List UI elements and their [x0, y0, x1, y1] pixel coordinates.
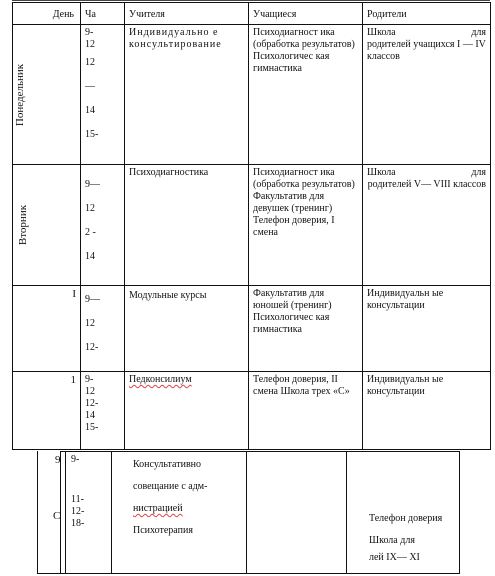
time-cell: [81, 165, 125, 286]
column-divider: [111, 452, 112, 573]
parents-text: родителей V— VIII классов: [367, 179, 486, 190]
time-slot: —: [85, 81, 95, 92]
day-cell: [13, 25, 81, 165]
time-slot: 15-: [85, 129, 99, 140]
time-slot: 12-: [85, 342, 99, 353]
teachers-cell: Психодиагностика: [125, 165, 249, 286]
time-slot: 9-: [71, 454, 80, 465]
day-label: Вторник: [17, 204, 30, 246]
time-slot: 14: [85, 410, 95, 421]
parents-cell: Индивидуальн ые консультации: [363, 372, 491, 450]
time-slot: 12: [85, 39, 95, 50]
students-cell: Факультатив для юношей (тренинг) Психологичес кая гимнастика: [249, 286, 363, 372]
teachers-text: Консультативно: [133, 459, 202, 470]
last-block-left-border: [37, 451, 38, 574]
table-row: [13, 25, 491, 165]
header-time: Ча: [81, 3, 125, 25]
time-slot: 12: [85, 318, 95, 329]
day-label: 9: [55, 454, 61, 466]
header-row: [13, 3, 491, 25]
day-label: С: [53, 510, 61, 522]
day-label: 1: [70, 374, 76, 386]
teachers-text: Психотерапия: [133, 525, 193, 536]
students-cell: Психодиагност ика (обработка результатов) Психологичес кая гимнастика: [249, 25, 363, 165]
time-slot: 12: [85, 203, 95, 214]
schedule-table: [12, 2, 491, 450]
header-teachers: Учителя: [125, 3, 249, 25]
table-row: [13, 165, 491, 286]
top-rule: [12, 0, 490, 1]
teachers-cell: [133, 454, 243, 542]
header-students: Учащиеся: [249, 3, 363, 25]
time-slot: 9-: [85, 374, 94, 385]
teachers-text: нистрацией: [133, 503, 183, 514]
day-cell: [13, 286, 81, 372]
parents-cell: [369, 508, 461, 564]
teachers-text: совещание с адм-: [133, 481, 208, 492]
time-slot: 2 -: [85, 227, 96, 238]
time-slot: 9—: [85, 294, 100, 305]
time-slot: 15-: [85, 422, 99, 433]
time-slot: 18-: [71, 518, 85, 529]
day-cell: [13, 372, 81, 450]
time-slot: 14: [85, 105, 95, 116]
time-cell: [81, 286, 125, 372]
table-row: [13, 286, 491, 372]
column-divider: [346, 452, 347, 573]
time-slot: 12-: [71, 506, 85, 517]
parents-cell: [363, 165, 491, 286]
day-label: I: [72, 288, 76, 300]
parents-cell: [363, 25, 491, 165]
column-divider: [65, 452, 66, 573]
time-cell: [71, 454, 109, 530]
time-slot: 14: [85, 251, 95, 262]
header-parents: Родители: [363, 3, 491, 25]
parents-cell: Индивидуальн ые консультации: [363, 286, 491, 372]
time-slot: 12: [85, 57, 95, 68]
teachers-cell: Индивидуально е консультирование: [125, 25, 249, 165]
teachers-cell: [125, 372, 249, 450]
last-block: [53, 451, 460, 574]
parents-text: Школа для: [367, 167, 486, 178]
parents-text: лей IX— XI: [369, 552, 420, 563]
parents-text: родителей учащихся I — IV классов: [367, 39, 486, 62]
time-slot: 12: [85, 386, 95, 397]
column-divider: [246, 452, 247, 573]
students-cell: Телефон доверия, II смена Школа трех «С»: [249, 372, 363, 450]
header-day: День: [13, 3, 81, 25]
time-slot: 12-: [85, 398, 99, 409]
time-cell: [81, 372, 125, 450]
students-cell: Психодиагност ика (обработка результатов) Факультатив для девушек (тренинг) Телефон доверия, I смена: [249, 165, 363, 286]
time-slot: 9-: [85, 27, 94, 38]
parents-text: Телефон доверия: [369, 513, 443, 524]
time-cell: [81, 25, 125, 165]
teachers-cell: Модульные курсы: [125, 286, 249, 372]
parents-text: Школа для: [367, 27, 486, 38]
parents-text: Школа для: [369, 535, 415, 546]
day-cell: [13, 165, 81, 286]
time-slot: 9—: [85, 179, 100, 190]
table-row: [13, 372, 491, 450]
time-slot: 11-: [71, 494, 84, 505]
day-label: Понедельник: [14, 63, 27, 126]
teachers-text: Педконсилиум: [129, 374, 192, 385]
